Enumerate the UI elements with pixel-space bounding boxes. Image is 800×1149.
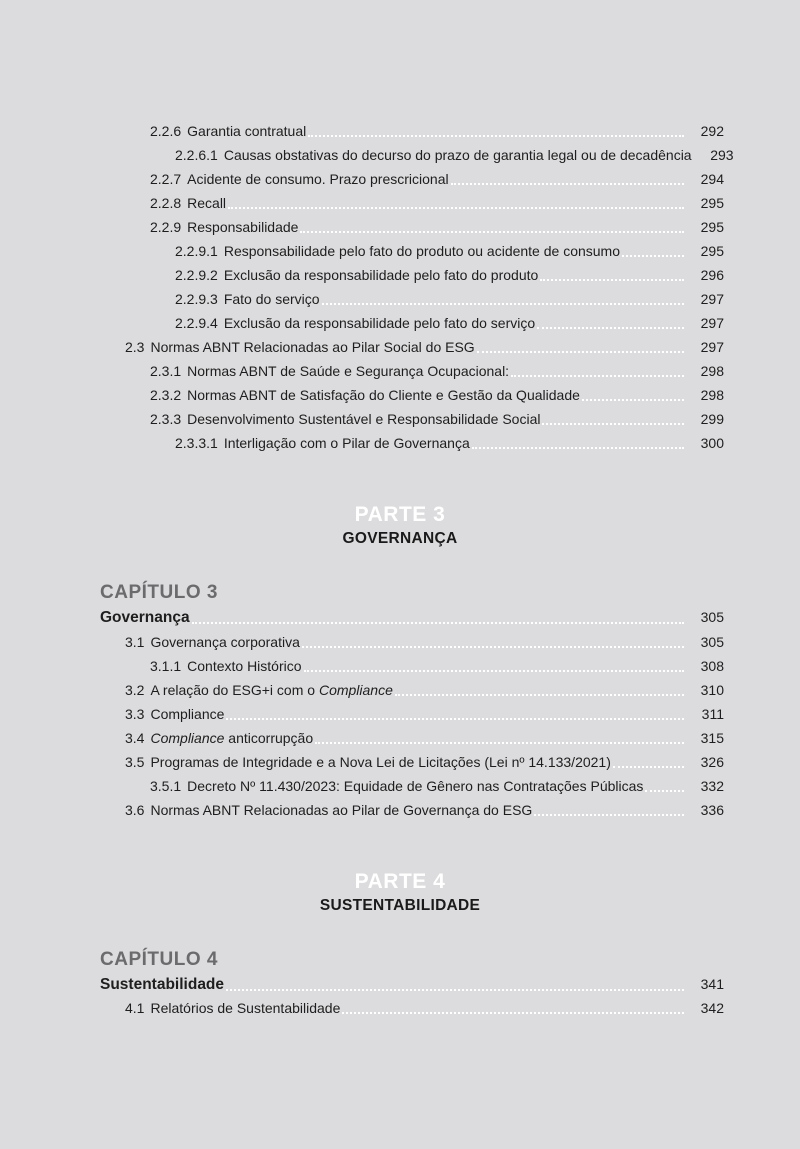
leader-dots bbox=[540, 278, 684, 281]
leader-dots bbox=[228, 206, 684, 209]
entry-number: 2.2.9 bbox=[150, 219, 182, 235]
page-number: 342 bbox=[700, 1000, 724, 1016]
entry-number: 3.4 bbox=[125, 730, 145, 746]
entry-title: Exclusão da responsabilidade pelo fato do serviço bbox=[223, 315, 536, 331]
page-number: 341 bbox=[700, 976, 724, 992]
entry-number: 2.3.2 bbox=[150, 387, 182, 403]
page-number: 326 bbox=[700, 754, 724, 770]
leader-dots bbox=[192, 621, 684, 624]
entry-number: 3.3 bbox=[125, 706, 145, 722]
leader-dots bbox=[477, 350, 684, 353]
entry-title: Compliance bbox=[150, 706, 225, 722]
leader-dots bbox=[613, 765, 684, 768]
part-3-subtitle: GOVERNANÇA bbox=[342, 530, 458, 547]
entry-title: Normas ABNT Relacionadas ao Pilar Social do ESG bbox=[150, 339, 475, 355]
page-number: 311 bbox=[701, 706, 724, 722]
leader-dots bbox=[582, 398, 684, 401]
entry-number: 4.1 bbox=[125, 1000, 145, 1016]
entry-number: 2.2.8 bbox=[150, 195, 182, 211]
entry-number: 2.3 bbox=[125, 339, 145, 355]
page-number: 308 bbox=[700, 658, 724, 674]
page-number: 294 bbox=[700, 171, 724, 187]
entry-title: A relação do ESG+i com o bbox=[150, 682, 316, 698]
leader-dots bbox=[308, 134, 684, 137]
entry-number: 2.2.6.1 bbox=[175, 147, 218, 163]
entry-title-italic: Compliance bbox=[318, 682, 393, 698]
toc-entry[interactable] bbox=[125, 630, 724, 654]
entry-title: Acidente de consumo. Prazo prescricional bbox=[187, 171, 449, 187]
toc-entry[interactable] bbox=[175, 263, 724, 287]
page-number: 299 bbox=[700, 411, 724, 427]
entry-title: Interligação com o Pilar de Governança bbox=[223, 435, 470, 451]
entry-number: 3.5 bbox=[125, 754, 145, 770]
entry-title: Governança bbox=[100, 609, 190, 626]
leader-dots bbox=[537, 326, 684, 329]
leader-dots bbox=[304, 669, 684, 672]
toc-entry[interactable] bbox=[150, 215, 724, 239]
entry-title: Normas ABNT de Satisfação do Cliente e Gestão da Qualidade bbox=[187, 387, 580, 403]
entry-title: Desenvolvimento Sustentável e Responsabilidade Social bbox=[187, 411, 541, 427]
leader-dots bbox=[342, 1011, 684, 1014]
entry-number: 2.2.9.1 bbox=[175, 243, 218, 259]
entry-title: Fato do serviço bbox=[223, 291, 320, 307]
page-number: 296 bbox=[700, 267, 724, 283]
page-number: 315 bbox=[700, 730, 724, 746]
toc-entry[interactable] bbox=[125, 702, 724, 726]
leader-dots bbox=[451, 182, 684, 185]
toc-entry[interactable] bbox=[150, 119, 724, 143]
entry-title-italic: Compliance bbox=[150, 730, 225, 746]
toc-entry[interactable] bbox=[150, 359, 724, 383]
leader-dots bbox=[542, 422, 684, 425]
chapter-4-label: CAPÍTULO 4 bbox=[100, 949, 218, 970]
entry-number: 2.3.1 bbox=[150, 363, 182, 379]
entry-number: 2.3.3 bbox=[150, 411, 182, 427]
entry-number: 3.1 bbox=[125, 634, 145, 650]
entry-title: Responsabilidade pelo fato do produto ou acidente de consumo bbox=[223, 243, 621, 259]
leader-dots bbox=[226, 988, 684, 991]
entry-title: Normas ABNT Relacionadas ao Pilar de Governança do ESG bbox=[150, 802, 533, 818]
toc-entry[interactable] bbox=[150, 774, 724, 798]
leader-dots bbox=[302, 645, 684, 648]
page-number: 297 bbox=[700, 315, 724, 331]
page-number: 332 bbox=[700, 778, 724, 794]
entry-number: 2.3.3.1 bbox=[175, 435, 218, 451]
entry-title: Contexto Histórico bbox=[187, 658, 302, 674]
part-4-subtitle: SUSTENTABILIDADE bbox=[319, 897, 481, 914]
toc-entry[interactable] bbox=[175, 239, 724, 263]
page-number: 292 bbox=[700, 123, 724, 139]
toc-entry[interactable] bbox=[150, 383, 724, 407]
toc-entry[interactable] bbox=[125, 750, 724, 774]
entry-title: anticorrupção bbox=[228, 730, 314, 746]
leader-dots bbox=[534, 813, 684, 816]
entry-number: 2.2.9.4 bbox=[175, 315, 218, 331]
entry-number: 3.2 bbox=[125, 682, 145, 698]
entry-number: 2.2.6 bbox=[150, 123, 182, 139]
page-number: 297 bbox=[700, 339, 724, 355]
page-number: 293 bbox=[710, 147, 734, 163]
leader-dots bbox=[645, 789, 684, 792]
page-number: 295 bbox=[700, 243, 724, 259]
entry-number: 2.2.9.2 bbox=[175, 267, 218, 283]
part-3-title: PARTE 3 bbox=[354, 503, 446, 526]
entry-title: Exclusão da responsabilidade pelo fato do produto bbox=[223, 267, 539, 283]
toc-entry[interactable] bbox=[150, 167, 724, 191]
leader-dots bbox=[472, 446, 684, 449]
entry-title: Governança corporativa bbox=[150, 634, 300, 650]
entry-title: Causas obstativas do decurso do prazo de garantia legal ou de decadência bbox=[223, 147, 692, 163]
toc-entry[interactable] bbox=[175, 287, 724, 311]
entry-title: Responsabilidade bbox=[187, 219, 299, 235]
toc-entry[interactable] bbox=[150, 191, 724, 215]
part-4-title: PARTE 4 bbox=[354, 870, 446, 893]
toc-entry[interactable] bbox=[175, 143, 734, 167]
entry-title: Programas de Integridade e a Nova Lei de Licitações (Lei nº 14.133/2021) bbox=[150, 754, 611, 770]
page-number: 298 bbox=[700, 363, 724, 379]
entry-title: Recall bbox=[187, 195, 227, 211]
entry-number: 3.1.1 bbox=[150, 658, 182, 674]
entry-title: Relatórios de Sustentabilidade bbox=[150, 1000, 341, 1016]
leader-dots bbox=[395, 693, 684, 696]
toc-entry[interactable] bbox=[125, 798, 724, 822]
page-number: 305 bbox=[700, 634, 724, 650]
page-number: 298 bbox=[700, 387, 724, 403]
entry-title: Sustentabilidade bbox=[100, 976, 225, 993]
leader-dots bbox=[300, 230, 684, 233]
page-number: 336 bbox=[700, 802, 724, 818]
chapter-3-label: CAPÍTULO 3 bbox=[100, 582, 218, 603]
entry-number: 3.5.1 bbox=[150, 778, 182, 794]
chapter-4-entry[interactable] bbox=[100, 972, 724, 996]
entry-title: Garantia contratual bbox=[187, 123, 307, 139]
toc-entry[interactable] bbox=[150, 654, 724, 678]
entry-number: 3.6 bbox=[125, 802, 145, 818]
entry-title: Normas ABNT de Saúde e Segurança Ocupacional: bbox=[187, 363, 510, 379]
toc-entry[interactable] bbox=[150, 407, 724, 431]
toc-entry[interactable] bbox=[175, 311, 724, 335]
leader-dots bbox=[226, 717, 684, 720]
toc-entry[interactable] bbox=[125, 726, 724, 750]
toc-entry[interactable] bbox=[125, 335, 724, 359]
leader-dots bbox=[622, 254, 684, 257]
entry-number: 2.2.7 bbox=[150, 171, 182, 187]
toc-entry[interactable] bbox=[125, 678, 724, 702]
entry-title: Decreto Nº 11.430/2023: Equidade de Gênero nas Contratações Públicas bbox=[187, 778, 644, 794]
page-number: 300 bbox=[700, 435, 724, 451]
page-number: 297 bbox=[700, 291, 724, 307]
page-number: 310 bbox=[700, 682, 724, 698]
page-number: 295 bbox=[700, 195, 724, 211]
page-number: 305 bbox=[700, 609, 724, 625]
page-number: 295 bbox=[700, 219, 724, 235]
leader-dots bbox=[322, 302, 684, 305]
leader-dots bbox=[315, 741, 684, 744]
entry-number: 2.2.9.3 bbox=[175, 291, 218, 307]
chapter-3-entry[interactable] bbox=[100, 605, 724, 629]
toc-entry[interactable] bbox=[175, 431, 724, 455]
toc-entry[interactable] bbox=[125, 996, 724, 1020]
leader-dots bbox=[511, 374, 684, 377]
